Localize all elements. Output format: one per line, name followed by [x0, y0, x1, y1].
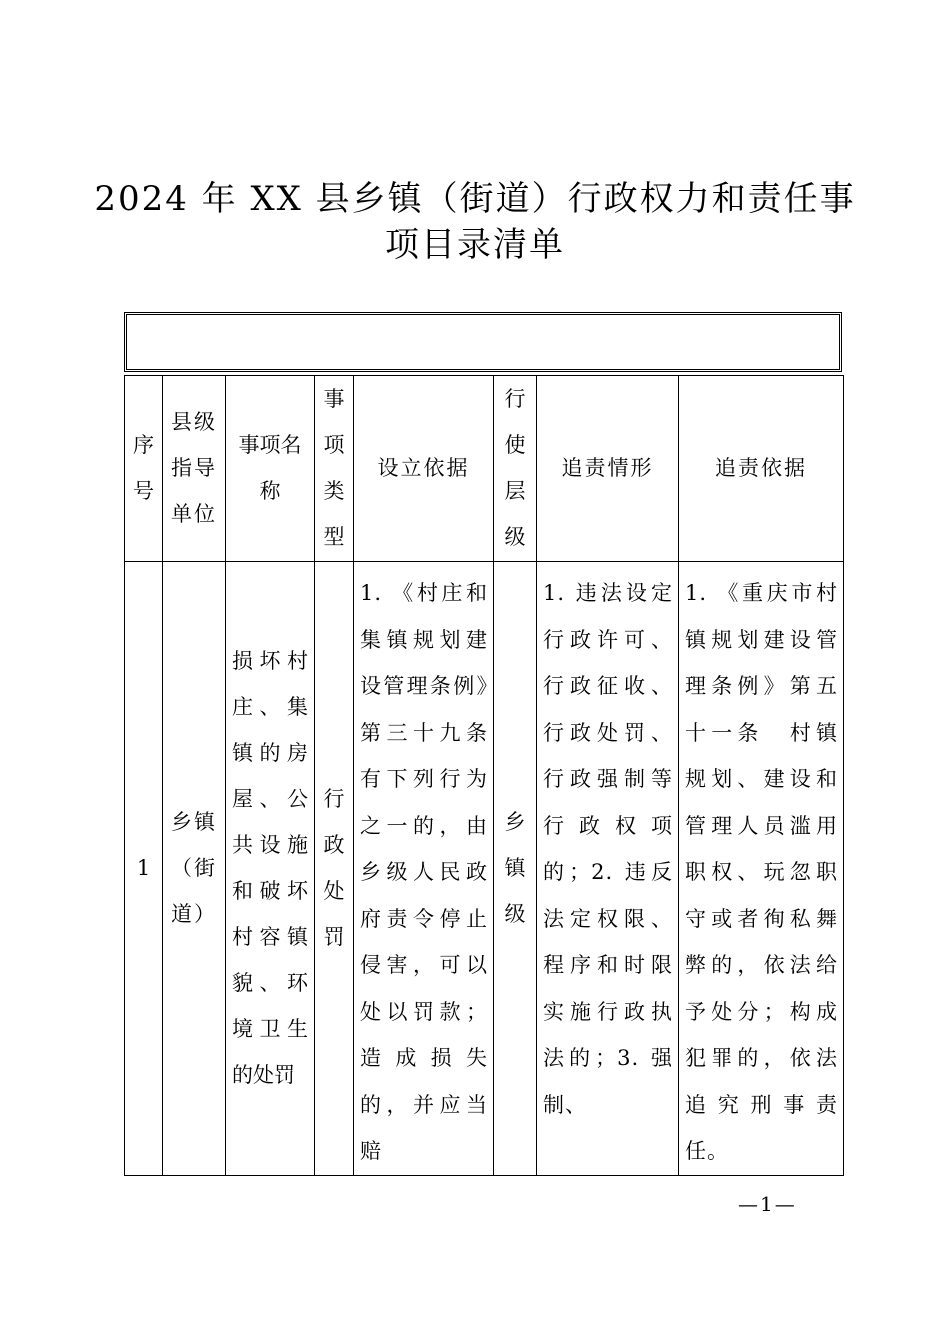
page-title-line-1: 2024 年 XX 县乡镇（街道）行政权力和责任事 — [94, 179, 856, 219]
cell-accountability-basis: 1. 《重庆市村镇规划建设管理条例》第五十一条 村镇规划、建设和管理人员滥用职权、玩忽职守或者徇私舞弊的，依法给予处分；构成犯罪的，依法追究刑事责任。 — [679, 562, 844, 1176]
cell-accountability: 1. 违法设定行政许可、行政征收、行政处罚、行政强制等行政权项的；2. 违反法定权限、程序和时限实施行政执法的；3. 强制、 — [537, 562, 679, 1176]
header-item-name: 事项名称 — [226, 376, 315, 562]
cell-item-type: 行政处罚 — [315, 562, 354, 1176]
table-caption-frame — [124, 312, 842, 372]
header-guide-unit: 县级指导单位 — [163, 376, 226, 562]
cell-guide-unit: 乡镇（街道） — [163, 562, 226, 1176]
cell-basis: 1. 《村庄和集镇规划建设管理条例》第三十九条 有下列行为之一的，由乡级人民政府责令停止侵害，可以处以罚款；造成损失的，并应当赔 — [354, 562, 494, 1176]
table-row — [125, 562, 844, 1176]
header-accountability-basis: 追责依据 — [679, 376, 844, 562]
cell-seq: 1 — [125, 562, 163, 1176]
power-list-table — [124, 375, 844, 1176]
header-basis: 设立依据 — [354, 376, 494, 562]
page-title-line-2: 项目录清单 — [385, 225, 565, 265]
page-number: —1— — [738, 1192, 797, 1216]
cell-level: 乡镇级 — [494, 562, 537, 1176]
cell-item-name: 损坏村庄、集镇的房屋、公共设施和破坏村容镇貌、环境卫生的处罚 — [226, 562, 315, 1176]
header-seq: 序号 — [125, 376, 163, 562]
header-level: 行使层级 — [494, 376, 537, 562]
header-item-type: 事项类型 — [315, 376, 354, 562]
table-header-row — [125, 376, 844, 562]
header-accountability: 追责情形 — [537, 376, 679, 562]
